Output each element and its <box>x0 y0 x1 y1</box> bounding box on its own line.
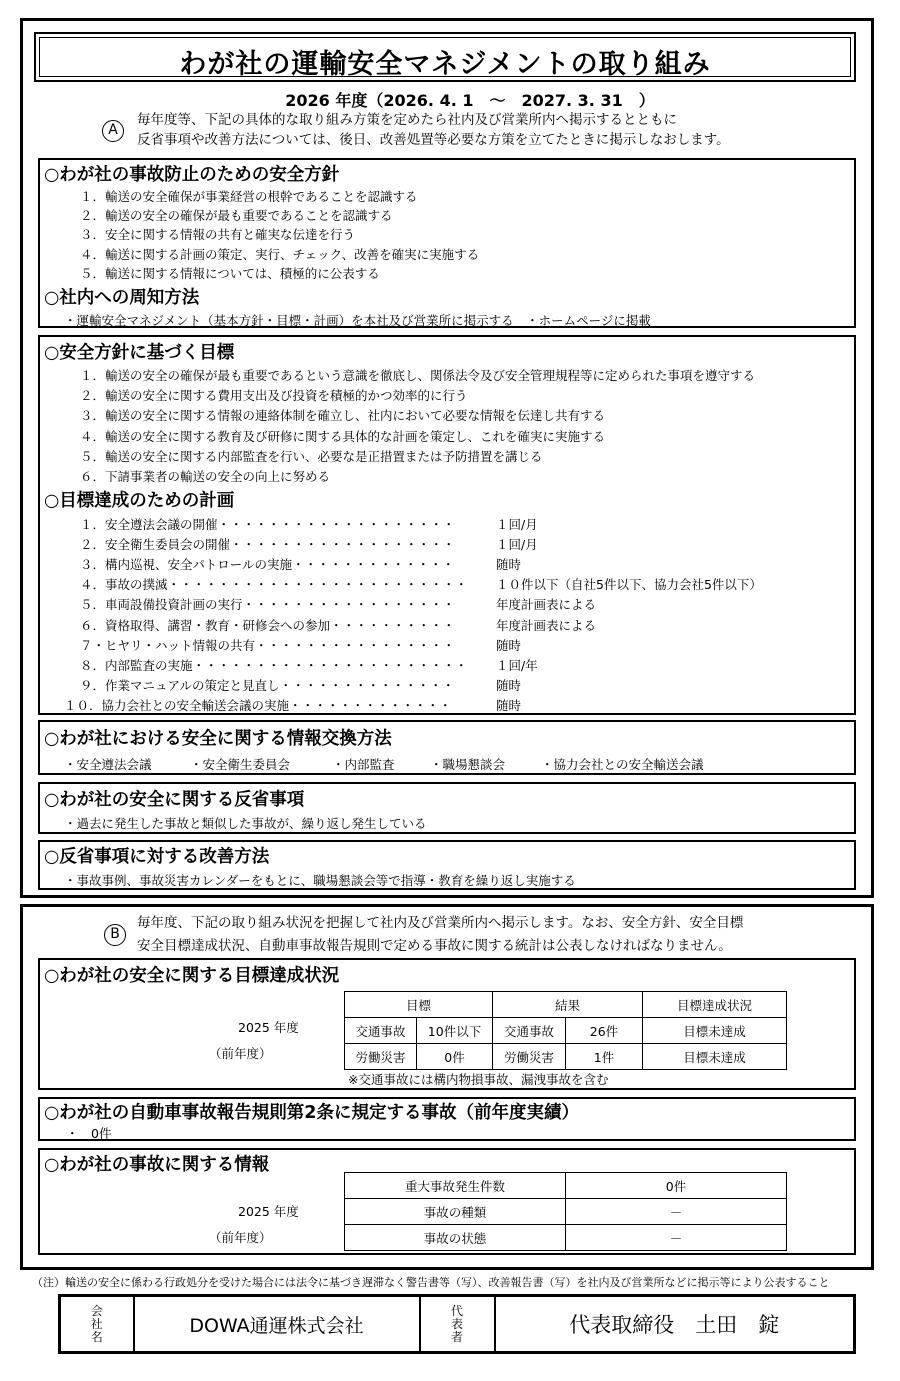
table-cell: 労働災害 <box>345 1044 417 1070</box>
table-cell: 重大事故発生件数 <box>345 1173 566 1199</box>
plan-item-value: 年度計画表による <box>496 597 597 612</box>
footnote: （注）輸送の安全に係わる行政処分を受けた場合には法令に基づき遅滞なく警告書等（写）、改善報告書（写）を社内及び営業所などに掲示等により公表すること <box>32 1276 830 1289</box>
section-b-intro <box>137 913 743 956</box>
section-b-marker: B <box>104 924 126 946</box>
plan-item-label: １．安全遵法会議の開催・・・・・・・・・・・・・・・・・・・ <box>80 517 456 532</box>
notice-heading: ○社内への周知方法 <box>44 288 200 308</box>
section-a-marker: A <box>102 120 124 142</box>
fiscal-period: 2026 年度（2026. 4. 1 ～ 2027. 3. 31 ） <box>285 91 655 110</box>
exchange-item: ・安全衛生委員会 <box>190 757 291 772</box>
header-status: 目標達成状況 <box>643 992 787 1018</box>
table-cell: 事故の状態 <box>345 1225 566 1251</box>
plan-item-label: ９．作業マニュアルの策定と見直し・・・・・・・・・・・・・・ <box>80 678 455 693</box>
plan-item-value: 年度計画表による <box>496 618 597 633</box>
table-cell: － <box>566 1225 787 1251</box>
company-label: 会 社 名 <box>60 1296 134 1353</box>
page-title: わが社の運輸安全マネジメントの取り組み <box>179 49 711 80</box>
improvement-heading: ○反省事項に対する改善方法 <box>44 847 270 867</box>
achievement-heading: ○わが社の安全に関する目標達成状況 <box>44 966 340 986</box>
goals-heading: ○安全方針に基づく目標 <box>44 343 235 363</box>
goal-item: １．輸送の安全の確保が最も重要であるという意識を徹底し、関係法令及び安全管理規程等に定められた事項を遵守する <box>80 368 756 383</box>
title-box <box>34 32 856 82</box>
table-cell: 交通事故 <box>493 1018 566 1044</box>
plan-item-label: １０．協力会社との安全輸送会議の実施・・・・・・・・・・・・・ <box>64 698 452 713</box>
plan-item-label: ７・ヒヤリ・ハット情報の共有・・・・・・・・・・・・・・・・ <box>80 638 456 653</box>
reflection-heading: ○わが社の安全に関する反省事項 <box>44 790 305 810</box>
table-cell: 10件以下 <box>417 1018 493 1044</box>
plan-item-value: １０件以下（自社5件以下、協力会社5件以下） <box>496 577 762 592</box>
table-cell: 0件 <box>566 1173 787 1199</box>
goal-item: ２．輸送の安全に関する費用支出及び投資を積極的かつ効率的に行う <box>80 388 468 403</box>
goal-item: ３．輸送の安全に関する情報の連絡体制を確立し、社内において必要な情報を伝達し共有する <box>80 408 606 423</box>
goal-item: ４．輸送の安全に関する教育及び研修に関する具体的な計画を策定し、これを確実に実施する <box>80 429 606 444</box>
plan-heading: ○目標達成のための計画 <box>44 491 235 511</box>
reflection-text: ・過去に発生した事故と類似した事故が、繰り返し発生している <box>64 816 427 831</box>
intro-line: 毎年度、下記の取り組み状況を把握して社内及び営業所内へ掲示します。なお、安全方針、安全目標 <box>137 915 744 931</box>
plan-item-value: 随時 <box>496 678 522 693</box>
header-target: 目標 <box>345 992 493 1018</box>
exchange-heading: ○わが社における安全に関する情報交換方法 <box>44 729 392 749</box>
company-name: DOWA通運株式会社 <box>134 1296 420 1353</box>
exchange-item: ・協力会社との安全輸送会議 <box>541 757 704 772</box>
policy-heading: ○わが社の事故防止のための安全方針 <box>44 165 340 185</box>
article2-text: ・ 0件 <box>66 1126 112 1141</box>
exchange-item: ・内部監査 <box>332 757 395 772</box>
intro-line: 反省事項や改善方法については、後日、改善処置等必要な方策を立てたときに掲示しなおします。 <box>137 132 730 148</box>
plan-item-value: １回/月 <box>496 517 538 532</box>
table-cell: 1件 <box>565 1044 642 1070</box>
intro-line: 毎年度等、下記の具体的な取り組み方策を定めたら社内及び営業所内へ掲示するとともに <box>137 112 677 128</box>
table-cell: 事故の種類 <box>345 1199 566 1225</box>
goal-item: ５．輸送の安全に関する内部監査を行い、必要な是正措置または予防措置を講じる <box>80 449 543 464</box>
policy-item: ３．安全に関する情報の共有と確実な伝達を行う <box>80 227 356 242</box>
achievement-year: 2025 年度 <box>238 1020 299 1035</box>
accident-info-heading: ○わが社の事故に関する情報 <box>44 1155 270 1175</box>
achievement-table <box>344 991 787 1070</box>
plan-item-label: ３．構内巡視、安全パトロールの実施・・・・・・・・・・・・・ <box>80 557 455 572</box>
policy-item: １．輸送の安全確保が事業経営の根幹であることを認識する <box>80 189 418 204</box>
intro-line: 安全目標達成状況、自動車事故報告規則で定める事故に関する統計は公表しなければなりません。 <box>137 938 732 954</box>
exchange-item: ・職場懇談会 <box>430 757 506 772</box>
plan-item-label: ４．事故の撲滅・・・・・・・・・・・・・・・・・・・・・・・・ <box>80 577 468 592</box>
footer-table <box>58 1294 856 1354</box>
header-result: 結果 <box>493 992 643 1018</box>
achievement-note: ※交通事故には構内物損事故、漏洩事故を含む <box>348 1072 609 1087</box>
table-cell: 目標未達成 <box>643 1044 787 1070</box>
rep-name: 代表取締役 土田 錠 <box>495 1296 855 1353</box>
rep-label: 代 表 者 <box>420 1296 495 1353</box>
accident-info-year: 2025 年度 <box>238 1204 299 1219</box>
plan-item-value: 随時 <box>496 698 522 713</box>
notice-text: ・運輸安全マネジメント（基本方針・目標・計画）を本社及び営業所に掲示する ・ホームページに掲載 <box>64 313 651 328</box>
plan-item-value: １回/月 <box>496 537 538 552</box>
plan-item-label: ５．車両設備投資計画の実行・・・・・・・・・・・・・・・・・ <box>80 597 456 612</box>
goal-item: ６．下請事業者の輸送の安全の向上に努める <box>80 469 331 484</box>
table-cell: － <box>566 1199 787 1225</box>
plan-item-label: ２．安全衛生委員会の開催・・・・・・・・・・・・・・・・・・ <box>80 537 456 552</box>
table-cell: 交通事故 <box>345 1018 417 1044</box>
plan-item-value: 随時 <box>496 557 522 572</box>
table-cell: 労働災害 <box>493 1044 566 1070</box>
plan-item-value: 随時 <box>496 638 522 653</box>
policy-item: ２．輸送の安全の確保が最も重要であることを認識する <box>80 208 393 223</box>
policy-item: ４．輸送に関する計画の策定、実行、チェック、改善を確実に実施する <box>80 247 480 262</box>
section-a-intro <box>137 110 730 150</box>
table-cell: 0件 <box>417 1044 493 1070</box>
plan-item-label: ８．内部監査の実施・・・・・・・・・・・・・・・・・・・・・・ <box>80 658 468 673</box>
achievement-prev-year: （前年度） <box>209 1046 272 1061</box>
table-cell: 26件 <box>565 1018 642 1044</box>
accident-info-prev-year: （前年度） <box>209 1230 272 1245</box>
accident-info-table <box>344 1172 787 1251</box>
plan-item-label: ６．資格取得、講習・教育・研修会への参加・・・・・・・・・・ <box>80 618 456 633</box>
table-cell: 目標未達成 <box>643 1018 787 1044</box>
article2-heading: ○わが社の自動車事故報告規則第2条に規定する事故（前年度実績） <box>44 1103 579 1123</box>
plan-item-value: １回/年 <box>496 658 538 673</box>
improvement-text: ・事故事例、事故災害カレンダーをもとに、職場懇談会等で指導・教育を繰り返し実施する <box>64 873 576 888</box>
policy-item: ５．輸送に関する情報については、積極的に公表する <box>80 266 380 281</box>
exchange-item: ・安全遵法会議 <box>64 757 152 772</box>
